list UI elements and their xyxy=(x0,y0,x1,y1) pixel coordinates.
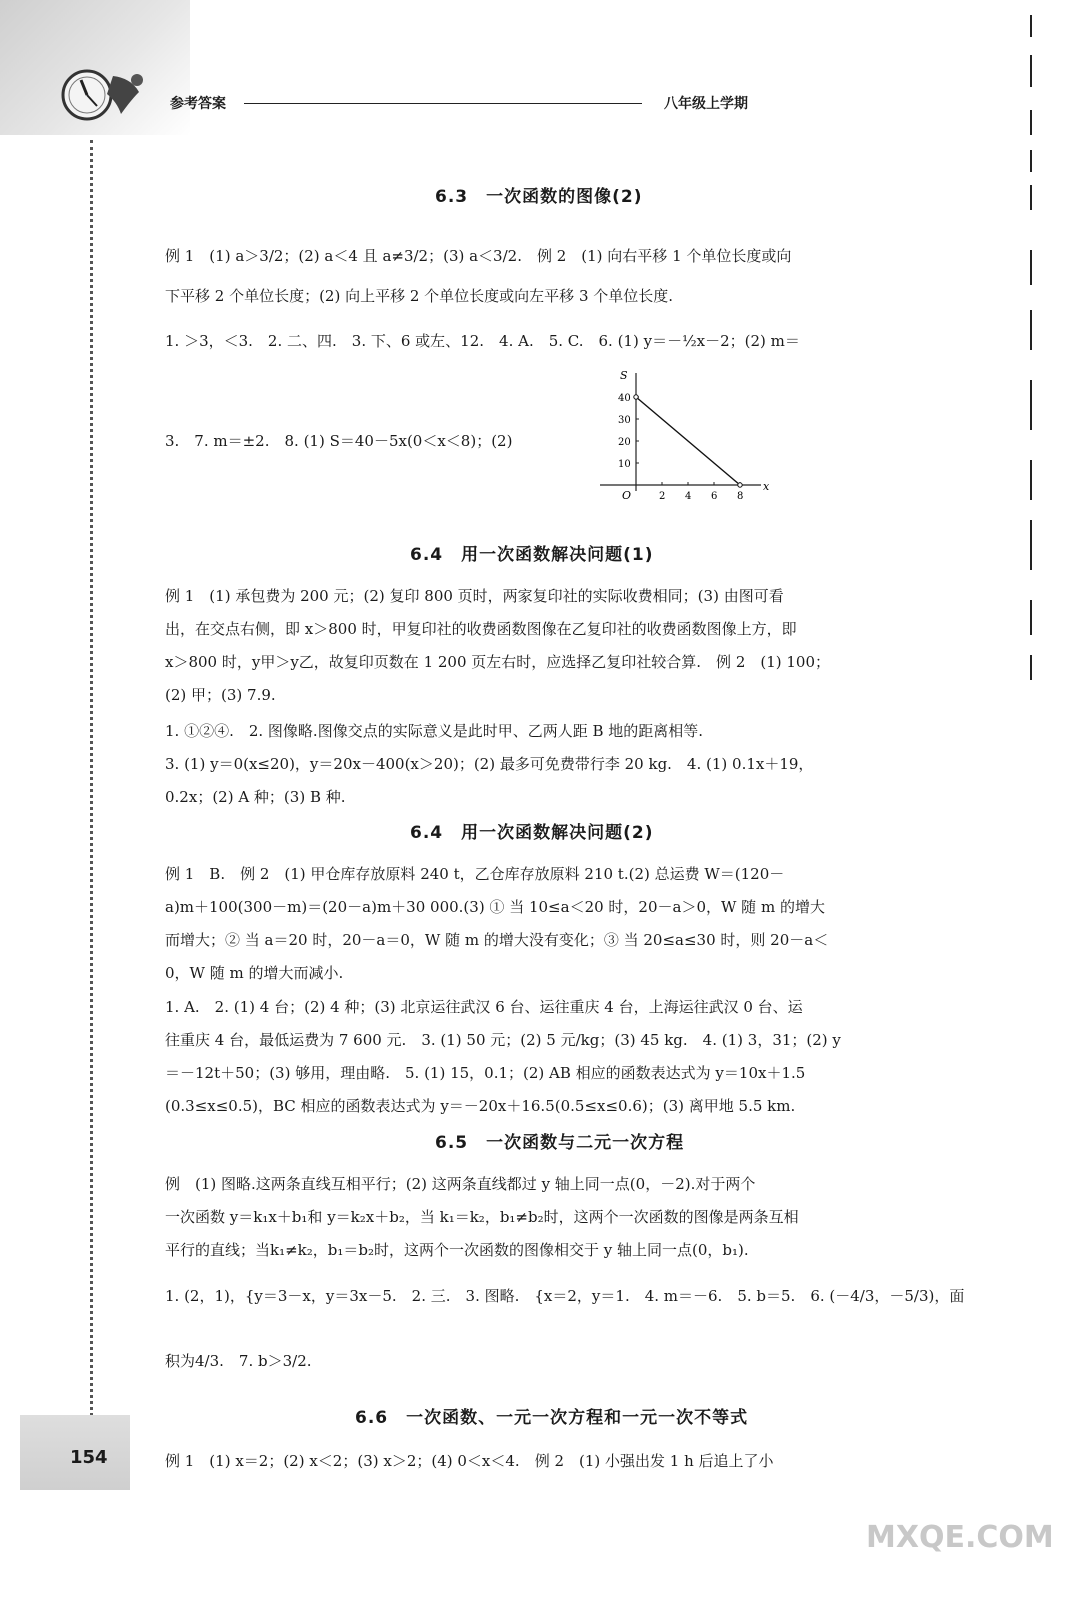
answer-line: (0.3≤x≤0.5)，BC 相应的函数表达式为 y＝－20x＋16.5(0.5≤x≤0.6)；(3) 离甲地 5.5 km. xyxy=(165,1097,796,1115)
answer-line: a)m＋100(300－m)＝(20－a)m＋30 000.(3) ① 当 10≤a＜20 时，20－a＞0，W 随 m 的增大 xyxy=(165,898,825,916)
answer-line: 1. ①②④. 2. 图像略.图像交点的实际意义是此时甲、乙两人距 B 地的距离相等. xyxy=(165,722,704,740)
answer-line: 往重庆 4 台，最低运费为 7 600 元. 3. (1) 50 元；(2) 5 元/kg；(3) 45 kg. 4. (1) 3，31；(2) y xyxy=(165,1031,841,1049)
answer-line: 而增大；② 当 a＝20 时，20－a＝0，W 随 m 的增大没有变化；③ 当 20≤a≤30 时，则 20－a＜ xyxy=(165,931,829,949)
header-left-label: 参考答案 xyxy=(170,96,226,112)
x-tick-label: 6 xyxy=(711,491,718,502)
x-tick-label: 2 xyxy=(659,491,666,502)
answer-line: 3. (1) y＝0(x≤20)，y＝20x－400(x＞20)；(2) 最多可免费带行李 20 kg. 4. (1) 0.1x＋19， xyxy=(165,755,814,773)
answer-line: 1. (2，1)，{y＝3－x，y＝3x－5. 2. 三. 3. 图略. {x＝2，y＝1. 4. m＝－6. 5. b＝5. 6. (－4/3，－5/3)，面 xyxy=(165,1287,965,1305)
answer-line: 下平移 2 个单位长度；(2) 向上平移 2 个单位长度或向左平移 3 个单位长度. xyxy=(165,287,674,305)
section-title: 6.5 一次函数与二元一次方程 xyxy=(435,1133,685,1153)
x-tick-label: 4 xyxy=(685,491,692,502)
y-axis-label: S xyxy=(620,369,628,382)
answer-line: 出，在交点右侧，即 x＞800 时，甲复印社的收费函数图像在乙复印社的收费函数图像上方，即 xyxy=(165,620,797,638)
dotted-margin-line xyxy=(90,140,93,1435)
answer-line: 一次函数 y＝k₁x＋b₁和 y＝k₂x＋b₂，当 k₁＝k₂，b₁≠b₂时，这两个一次函数的图像是两条互相 xyxy=(165,1208,799,1226)
origin-label: O xyxy=(622,489,632,502)
section-title: 6.6 一次函数、一元一次方程和一元一次不等式 xyxy=(355,1408,749,1428)
endpoint-marker xyxy=(634,395,638,399)
section-title: 6.3 一次函数的图像(2) xyxy=(435,187,643,207)
answer-line: 0.2x；(2) A 种；(3) B 种. xyxy=(165,788,346,806)
answer-line: x＞800 时，y甲＞y乙，故复印页数在 1 200 页左右时，应选择乙复印社较合算. 例 2 (1) 100； xyxy=(165,653,831,671)
line-chart xyxy=(596,367,770,507)
answer-line: 例 1 (1) x＝2；(2) x＜2；(3) x＞2；(4) 0＜x＜4. 例 2 (1) 小强出发 1 h 后追上了小 xyxy=(165,1452,774,1470)
header-right-label: 八年级上学期 xyxy=(664,96,748,112)
header-rule xyxy=(244,103,642,104)
answer-line: 1. A. 2. (1) 4 台；(2) 4 种；(3) 北京运往武汉 6 台、运往重庆 4 台，上海运往武汉 0 台、运 xyxy=(165,998,803,1016)
watermark: MXQE.COM xyxy=(866,1520,1054,1555)
page-number: 154 xyxy=(70,1447,108,1468)
cut-marks xyxy=(1030,0,1040,700)
answer-line: 积为4/3. 7. b＞3/2. xyxy=(165,1352,312,1370)
section-title: 6.4 用一次函数解决问题(1) xyxy=(410,545,654,565)
answer-line: 例 1 B. 例 2 (1) 甲仓库存放原料 240 t，乙仓库存放原料 210 t.(2) 总运费 W＝(120－ xyxy=(165,865,785,883)
answer-line: ＝－12t＋50；(3) 够用，理由略. 5. (1) 15，0.1；(2) AB 相应的函数表达式为 y＝10x＋1.5 xyxy=(165,1064,806,1082)
y-tick-label: 10 xyxy=(618,459,631,470)
x-tick-label: 8 xyxy=(737,491,744,502)
answer-line: 1. ＞3，＜3. 2. 二、四. 3. 下、6 或左、12. 4. A. 5. C. 6. (1) y＝－½x－2；(2) m＝ xyxy=(165,332,800,350)
x-axis-label: x xyxy=(763,480,770,493)
clock-logo-icon xyxy=(55,62,155,128)
y-tick-label: 30 xyxy=(618,415,631,426)
series-line xyxy=(636,397,740,485)
endpoint-marker xyxy=(738,483,742,487)
answer-line: (2) 甲；(3) 7.9. xyxy=(165,686,276,704)
answer-line: 例 (1) 图略.这两条直线互相平行；(2) 这两条直线都过 y 轴上同一点(0，－2).对于两个 xyxy=(165,1175,756,1193)
answer-line: 例 1 (1) a＞3/2；(2) a＜4 且 a≠3/2；(3) a＜3/2. 例 2 (1) 向右平移 1 个单位长度或向 xyxy=(165,247,792,265)
answer-line: 3. 7. m＝±2. 8. (1) S＝40－5x(0＜x＜8)；(2) xyxy=(165,432,513,450)
answer-line: 0，W 随 m 的增大而减小. xyxy=(165,964,344,982)
answer-line: 平行的直线；当k₁≠k₂，b₁＝b₂时，这两个一次函数的图像相交于 y 轴上同一点(0，b₁). xyxy=(165,1241,749,1259)
answer-line: 例 1 (1) 承包费为 200 元；(2) 复印 800 页时，两家复印社的实际收费相同；(3) 由图可看 xyxy=(165,587,784,605)
section-title: 6.4 用一次函数解决问题(2) xyxy=(410,823,654,843)
y-tick-label: 40 xyxy=(618,393,631,404)
y-tick-label: 20 xyxy=(618,437,631,448)
